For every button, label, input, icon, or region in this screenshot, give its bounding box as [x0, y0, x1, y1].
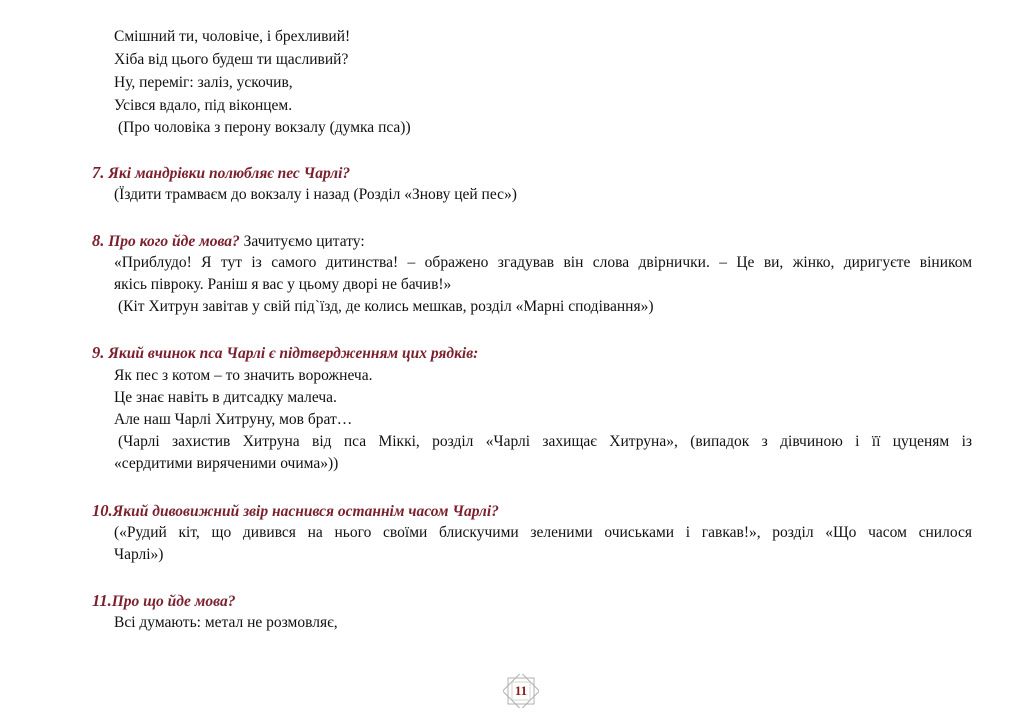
answer-text: (Чарлі захистив Хитруна від пса Міккі, розділ «Чарлі захищає Хитруна», (випадок з дівчиною і її цуценям із [118, 433, 972, 450]
poem-line: Це знає навіть в дитсадку малеча. [114, 389, 337, 406]
poem-line: Всі думають: метал не розмовляє, [114, 614, 338, 631]
quote-line: «Приблудо! Я тут із самого дитинства! – ображено згадував він слова двірнички. – Це ви, жінко, диригуєте віником [114, 254, 972, 271]
question-text: Який дивовижний звір наснився останнім часом Чарлі? [112, 503, 499, 520]
answer-text: «сердитими виряченими очима»)) [114, 455, 339, 472]
answer-text: (Кіт Хитрун завітав у свій під`їзд, де колись мешкав, розділ «Марні сподівання») [118, 298, 654, 315]
question-number: 10. [92, 501, 113, 520]
poem-line: Але наш Чарлі Хитруну, мов брат… [114, 411, 353, 428]
question-number: 8. [92, 231, 105, 250]
question-11 [92, 590, 972, 613]
poem-line: Ну, переміг: заліз, ускочив, [114, 74, 293, 91]
poem-line: Усівся вдало, під віконцем. [114, 97, 293, 114]
question-text: Про кого йде мова? [108, 233, 240, 250]
question-text: Який вчинок пса Чарлі є підтвердженням цих рядків: [108, 345, 479, 362]
poem-line: Як пес з котом – то значить ворожнеча. [114, 367, 373, 384]
page-number-badge [503, 674, 539, 708]
answer-text: (Про чоловіка з перону вокзалу (думка пса)) [118, 119, 411, 136]
question-9 [92, 342, 972, 365]
poem-line: Смішний ти, чоловіче, і брехливий! [114, 28, 351, 45]
question-number: 11. [92, 591, 112, 610]
question-text: Про що йде мова? [111, 593, 236, 610]
question-text: Які мандрівки полюбляє пес Чарлі? [108, 165, 351, 182]
answer-text: («Рудий кіт, що дивився на нього своїми блискучими зеленими очиськами і гавкав!», розділ «Що часом снилося [114, 524, 972, 541]
question-number: 7. [92, 163, 105, 182]
answer-text: Чарлі») [114, 546, 164, 563]
question-10 [92, 500, 972, 523]
question-8 [92, 230, 972, 253]
question-7 [92, 162, 972, 185]
quote-line: якісь півроку. Раніш я вас у цьому дворі не бачив!» [114, 276, 452, 293]
answer-text: (Їздити трамваєм до вокзалу і назад (Розділ «Знову цей пес») [114, 186, 517, 203]
question-number: 9. [92, 343, 105, 362]
page-number: 11 [514, 683, 528, 698]
question-tail: Зачитуємо цитату: [239, 233, 365, 250]
poem-line: Хіба від цього будеш ти щасливий? [114, 51, 349, 68]
